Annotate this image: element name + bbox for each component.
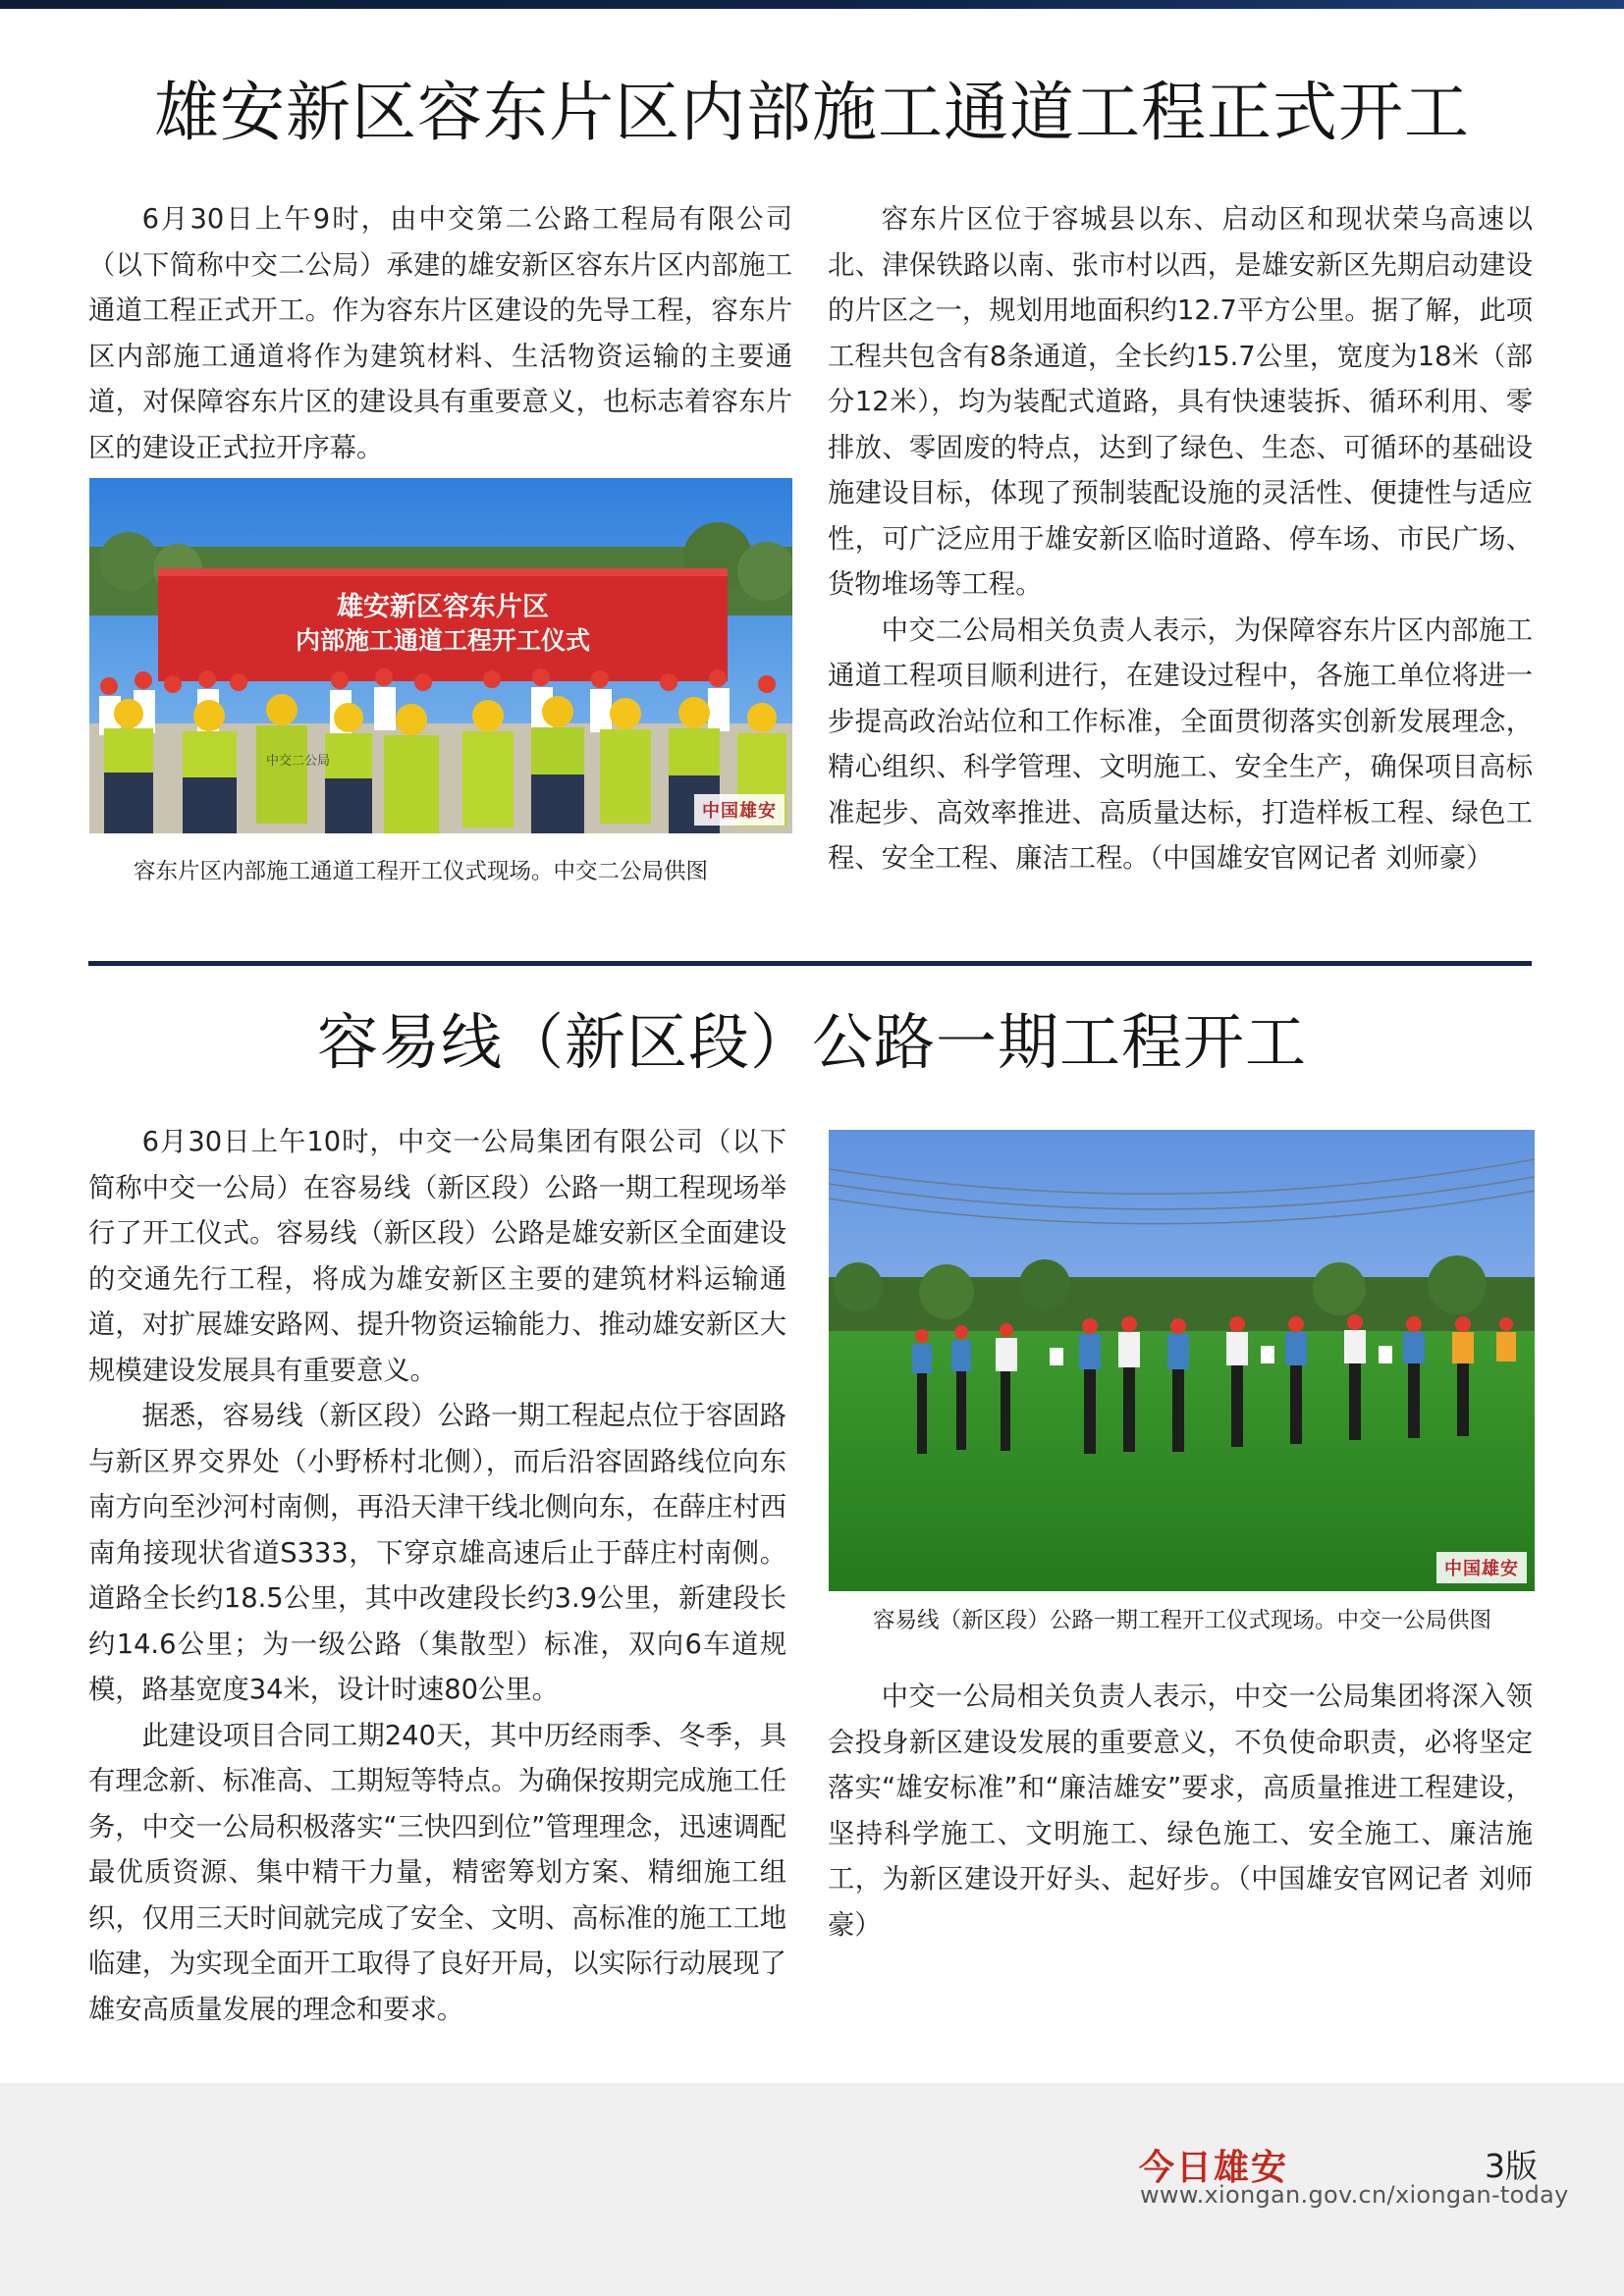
publication-logo: 今日雄安 — [1139, 2147, 1289, 2188]
vest-label: 中交二公局 — [266, 754, 331, 769]
article2-paragraph: 据悉，容易线（新区段）公路一期工程起点位于容固路与新区界交界处（小野桥村北侧），而后沿容固路线位向东南方向至沙河村南侧，再沿天津干线北侧向东，在薛庄村西南角接现状省道S333，下穿京雄高速后止于薛庄村南侧。道路全长约18.5公里，其中改建段长约3.9公里，新建段长约14.6公里；为一级公路（集散型）标准，双向6车道规模，路基宽度34米，设计时速80公里。 — [88, 1401, 786, 1705]
article2-paragraph: 6月30日上午10时，中交一公局集团有限公司（以下简称中交一公局）在容易线（新区段）公路一期工程现场举行了开工仪式。容易线（新区段）公路是雄安新区全面建设的交通先行工程，将成为雄安新区主要的建筑材料运输通道，对扩展雄安路网、提升物资运输能力、推动雄安新区大规模建设发展具有重要意义。 — [88, 1127, 786, 1386]
article2-title: 容易线（新区段）公路一期工程开工 — [316, 1006, 1307, 1078]
article2-paragraph: 中交一公局相关负责人表示，中交一公局集团将深入领会投身新区建设发展的重要意义，不负使命职责，必将坚定落实“雄安标准”和“廉洁雄安”要求，高质量推进工程建设，坚持科学施工、文明施工、绿色施工、安全施工、廉洁施工，为新区建设开好头、起好步。（中国雄安官网记者 刘师豪） — [828, 1682, 1533, 1941]
field-ceremony-photo-illustration — [829, 1130, 1535, 1591]
article1-paragraph: 6月30日上午9时，由中交第二公路工程局有限公司（以下简称中交二公局）承建的雄安新区容东片区内部施工通道工程正式开工。作为容东片区建设的先导工程，容东片区内部施工通道将作为建筑材料、生活物资运输的主要通道，对保障容东片区的建设具有重要意义，也标志着容东片区的建设正式拉开序幕。 — [88, 204, 792, 463]
article2-left-column — [88, 1120, 786, 2033]
article2-paragraph: 此建设项目合同工期240天，其中历经雨季、冬季，具有理念新、标准高、工期短等特点。为确保按期完成施工任务，中交一公局积极落实“三快四到位”管理理念，迅速调配最优质资源、集中精干力量，精密筹划方案、精细施工组织，仅用三天时间就完成了安全、文明、高标准的施工工地临建，为实现全面开工取得了良好开局，以实际行动展现了雄安高质量发展的理念和要求。 — [88, 1720, 786, 2025]
article2-photo — [829, 1130, 1535, 1591]
article1-paragraph: 中交二公局相关负责人表示，为保障容东片区内部施工通道工程项目顺利进行，在建设过程中，各施工单位将进一步提高政治站位和工作标准，全面贯彻落实创新发展理念，精心组织、科学管理、文明施工、安全生产，确保项目高标准起步、高效率推进、高质量达标，打造样板工程、绿色工程、安全工程、廉洁工程。（中国雄安官网记者 刘师豪） — [828, 614, 1533, 874]
banner-line-1: 雄安新区容东片区 — [337, 592, 549, 622]
banner-line-2: 内部施工通道工程开工仪式 — [295, 626, 591, 655]
photo-watermark: 中国雄安 — [694, 794, 785, 826]
top-accent-bar — [0, 0, 1624, 9]
article1-photo-caption: 容东片区内部施工通道工程开工仪式现场。中交二公局供图 — [134, 859, 709, 884]
article1-title: 雄安新区容东片区内部施工通道工程正式开工 — [154, 75, 1470, 150]
article1-paragraph: 容东片区位于容城县以东、启动区和现状荣乌高速以北、津保铁路以南、张市村以西，是雄安新区先期启动建设的片区之一，规划用地面积约12.7平方公里。据了解，此项工程共包含有8条通道，全长约15.7公里，宽度为18米（部分12米），均为装配式道路，具有快速装拆、循环利用、零排放、零固废的特点，达到了绿色、生态、可循环的基础设施建设目标，体现了预制装配设施的灵活性、便捷性与适应性，可广泛应用于雄安新区临时道路、停车场、市民广场、货物堆场等工程。 — [828, 204, 1533, 600]
section-divider — [88, 961, 1532, 966]
article1-photo — [89, 478, 792, 833]
article2-right-column — [828, 1675, 1533, 1949]
article1-right-column — [828, 197, 1533, 882]
footer-url[interactable]: www.xiongan.gov.cn/xiongan-today — [1140, 2181, 1569, 2209]
article2-photo-caption: 容易线（新区段）公路一期工程开工仪式现场。中交一公局供图 — [873, 1608, 1492, 1633]
photo-watermark: 中国雄安 — [1436, 1552, 1527, 1583]
article1-left-column — [88, 197, 792, 471]
page-number: 3版 — [1485, 2147, 1538, 2185]
ceremony-photo-illustration — [89, 478, 792, 833]
